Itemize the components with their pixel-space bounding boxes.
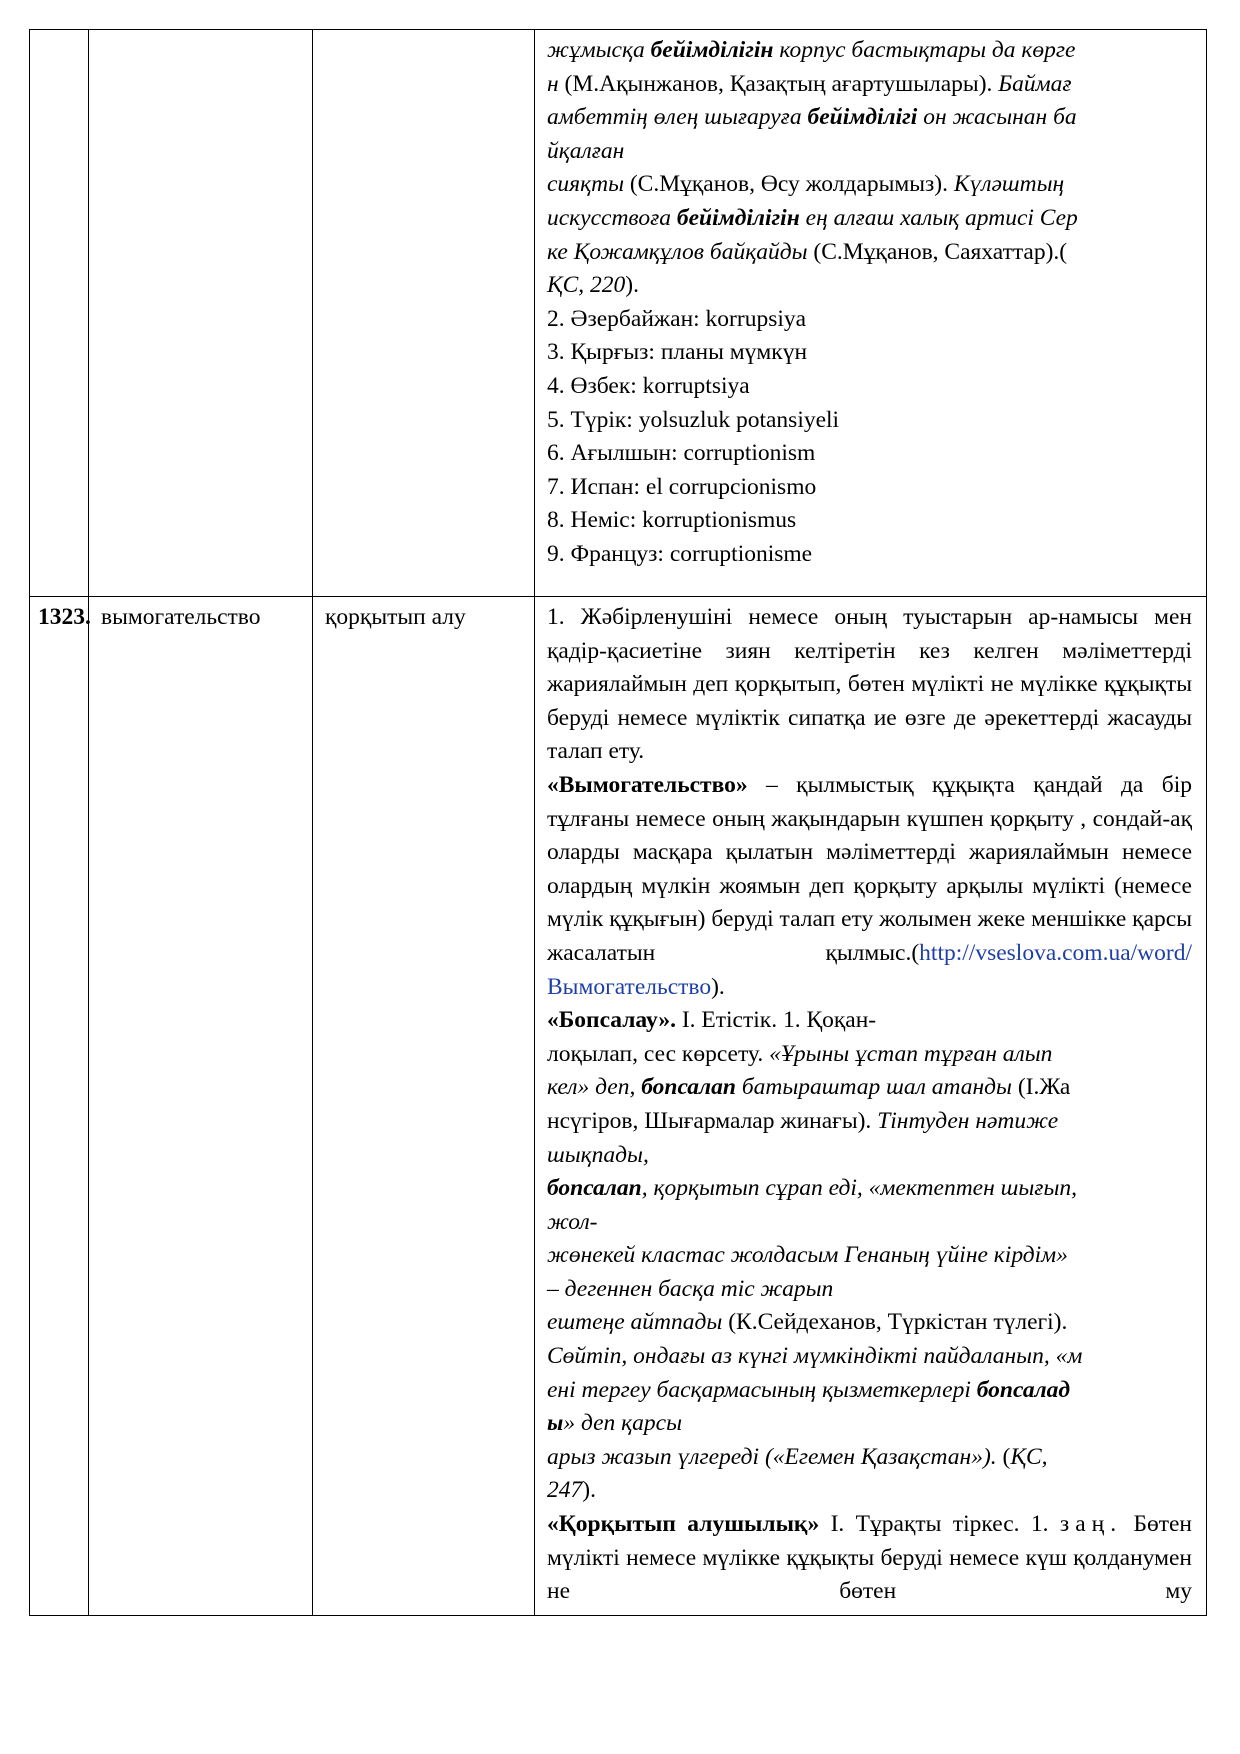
text-segment: Баймағ	[998, 70, 1072, 97]
definition-line	[547, 1105, 1192, 1139]
text-segment: бейімділігі	[807, 104, 918, 131]
text-segment: » деп қарсы	[563, 1410, 683, 1437]
definition-line	[547, 269, 1192, 303]
text-segment: бейімділігін	[650, 37, 774, 63]
translation-item: 2. Әзербайжан: korrupsiya	[547, 305, 807, 332]
text-segment: Тінтуден нәтиже	[877, 1107, 1059, 1134]
text-segment: шықпады,	[547, 1141, 649, 1168]
text-segment: (	[996, 1443, 1011, 1470]
spaced-abbreviation: заң.	[1059, 1511, 1123, 1538]
text-segment: бопсалап	[547, 1175, 642, 1202]
text-segment: ы	[547, 1410, 564, 1437]
definition-paragraph-1: 1. Жәбірленушіні немесе оның туыстарын ар-намысы мен қадір-қасиетіне зиян келтіретін кез келген мәліметтерді жариялаймын деп қорқытып, бөтен мүлікті не мүлікке құқықты беруді немесе мүліктік сипатқа ие өзге де әрекеттерді жасауды талап ету.	[547, 604, 1192, 765]
text-segment: сияқты	[547, 171, 624, 198]
definition-text: Бөтен мүлікті немесе мүлікке құқықты беруді немесе күш қолданумен не бөтен му	[547, 1511, 1192, 1605]
text-segment: кел» деп,	[547, 1074, 642, 1101]
definition-line	[547, 1407, 1192, 1441]
entry-number: 1323.	[30, 597, 89, 1616]
definition-line	[547, 236, 1192, 270]
text-segment: 247	[547, 1477, 583, 1504]
text-segment: н	[547, 70, 559, 97]
text-segment: ҚС,	[1010, 1443, 1048, 1470]
text-segment: ке Қожамқұлов байқайды	[547, 238, 808, 265]
text-segment: (С.Мұқанов, Өсу жолдарымыз).	[623, 171, 954, 198]
text-segment: – дегеннен басқа тіс жарып	[547, 1275, 834, 1302]
definition-line	[547, 135, 1192, 169]
definition-example-lines	[547, 34, 1192, 303]
definition-line	[547, 1038, 1192, 1072]
definition-line	[547, 168, 1192, 202]
text-segment: корпус бастықтары да көрге	[773, 37, 1076, 63]
text-segment: «Бопсалау».	[547, 1007, 676, 1034]
definition-line	[547, 101, 1192, 135]
text-segment: ештеңе айтпады	[547, 1309, 723, 1336]
russian-term-cell	[89, 30, 313, 597]
definition-cell	[535, 30, 1207, 597]
text-segment: он жасынан ба	[917, 104, 1077, 131]
text-segment: лоқылап, сес көрсету.	[547, 1040, 770, 1067]
definition-line	[547, 1306, 1192, 1340]
definition-line	[547, 1206, 1192, 1240]
table-row-1323	[30, 597, 1207, 1616]
text-segment: (С.Мұқанов, Саяхаттар).(	[807, 238, 1068, 265]
definition-paragraph-2	[547, 769, 1192, 1004]
definition-line	[547, 1139, 1192, 1173]
definition-line	[547, 1004, 1192, 1038]
text-segment: бопсалад	[976, 1376, 1071, 1403]
translation-item: 8. Неміс: korruptionismus	[547, 507, 797, 534]
translation-item: 3. Қырғыз: планы мүмкүн	[547, 339, 808, 366]
paren-close: ).	[711, 973, 725, 1000]
number-cell	[30, 30, 89, 597]
text-segment: «Ұрыны ұстап тұрған алып	[769, 1040, 1053, 1067]
translation-item: 5. Түрік: yolsuzluk potansiyeli	[547, 406, 840, 433]
translations-list	[547, 303, 1192, 572]
definition-line	[547, 1441, 1192, 1475]
dictionary-table	[29, 29, 1207, 1616]
bopsalau-paragraph	[547, 1004, 1192, 1508]
text-segment: жұмысқа	[547, 37, 651, 63]
definition-text: I. Тұрақты тіркес. 1.	[819, 1511, 1060, 1538]
text-segment: искусствоға	[547, 204, 677, 231]
text-segment: I. Етістік. 1. Қоқан-	[675, 1007, 877, 1034]
text-segment: бейімділігін	[676, 204, 800, 231]
term-korkytyp-alushylyk: «Қорқытып алушылық»	[547, 1511, 820, 1538]
text-segment: (М.Ақынжанов, Қазақтың ағартушылары).	[558, 70, 999, 97]
translation-item: 4. Өзбек: korruptsiya	[547, 372, 750, 399]
text-segment: (І.Жа	[1011, 1074, 1071, 1101]
kazakh-term-cell	[313, 30, 535, 597]
text-segment: амбеттің өлең шығаруға	[547, 104, 808, 131]
definition-line	[547, 1374, 1192, 1408]
definition-line	[547, 1474, 1192, 1508]
text-segment: батыраштар шал атанды	[735, 1074, 1012, 1101]
text-segment: ҚС, 220	[547, 272, 626, 299]
text-segment: Күләштың	[953, 171, 1065, 198]
translation-item: 9. Француз: corruptionisme	[547, 540, 813, 567]
text-segment: ).	[582, 1477, 596, 1504]
definition-line	[547, 34, 1192, 68]
table-row-continuation	[30, 30, 1207, 597]
paren-open: (	[911, 939, 920, 966]
text-segment: йқалған	[547, 137, 625, 164]
text-segment: (К.Сейдеханов, Түркістан түлегі).	[722, 1309, 1068, 1336]
text-segment: , қорқытып сұрап еді, «мектептен шығып,	[641, 1175, 1077, 1202]
definition-cell	[535, 597, 1207, 1616]
text-segment: ең алғаш халық артисі Сер	[799, 204, 1078, 231]
text-segment: нсүгіров, Шығармалар жинағы).	[547, 1107, 878, 1134]
definition-paragraph-4	[547, 1508, 1192, 1609]
definition-line	[547, 1340, 1192, 1374]
text-segment: бопсалап	[641, 1074, 736, 1101]
definition-text: – қылмыстық құқықта қандай да бір тұлғаны немесе оның жақындарын күшпен қорқыту , сондай-ақ оларды масқара қылатын мәліметтерді жариялаймын немесе олардың мүлкін жоямын деп қорқыту арқылы мүлікті (немесе мүлік құқығын) беруді талап ету жолымен жеке меншікке қарсы жасалатын қылмыс.	[547, 771, 1192, 966]
text-segment: ).	[625, 272, 639, 299]
definition-line	[547, 202, 1192, 236]
definition-line	[547, 68, 1192, 102]
definition-line	[547, 1172, 1192, 1206]
text-segment: жол-	[547, 1208, 598, 1235]
definition-line	[547, 1239, 1192, 1273]
translation-item: 7. Испан: el corrupcionismo	[547, 473, 817, 500]
definition-line	[547, 1273, 1192, 1307]
kazakh-term: қорқытып алу	[313, 597, 535, 1616]
translation-item: 6. Ағылшын: corruptionism	[547, 440, 816, 467]
source-link[interactable]: http://vseslova.com.ua/word/Вымогательство	[547, 939, 1192, 1000]
text-segment: Сөйтіп, ондағы аз күнгі мүмкіндікті пайдаланып, «м	[547, 1343, 1083, 1370]
text-segment: жөнекей кластас жолдасым Генаның үйіне кірдім»	[547, 1242, 1068, 1269]
definition-line	[547, 1071, 1192, 1105]
text-segment: ені тергеу басқармасының қызметкерлері	[547, 1376, 977, 1403]
text-segment: арыз жазып үлгереді («Егемен Қазақстан»).	[547, 1443, 997, 1470]
russian-term: вымогательство	[89, 597, 313, 1616]
term-vymogatelstvo: «Вымогательство»	[547, 771, 748, 798]
